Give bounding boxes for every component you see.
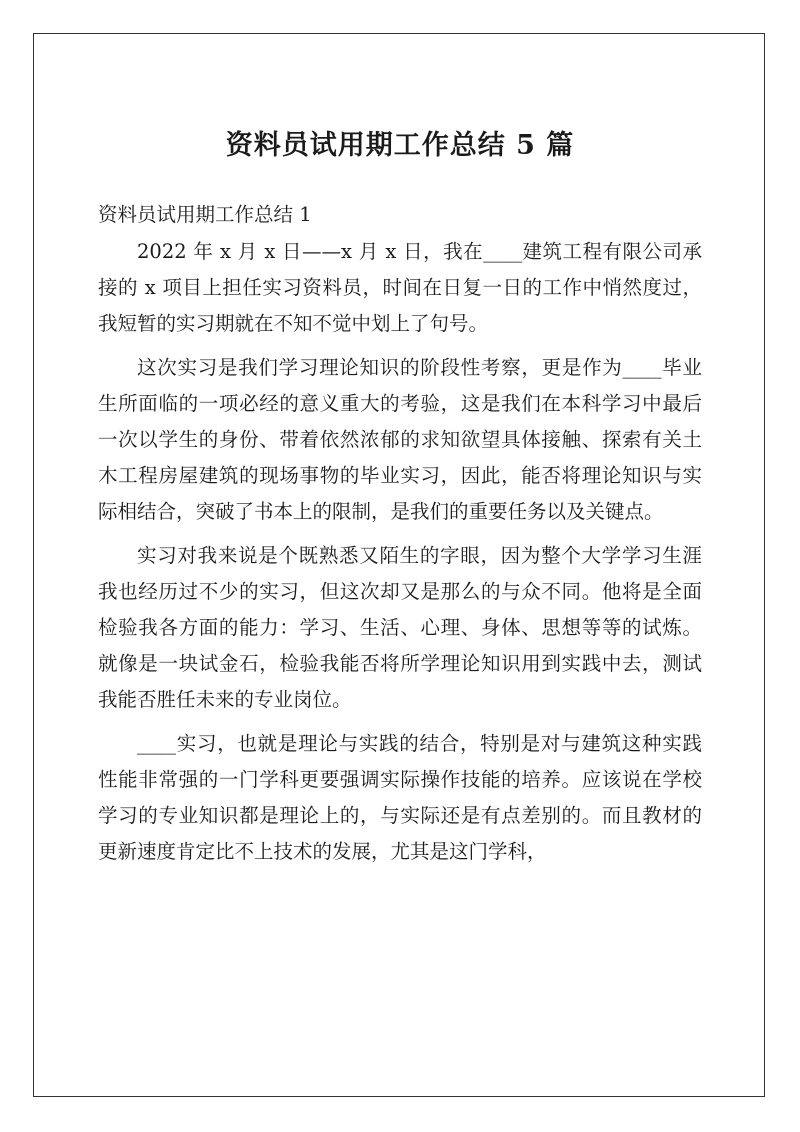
document-title: 资料员试用期工作总结 5 篇 [225, 130, 575, 161]
paragraph-4: ____实习，也就是理论与实践的结合，特别是对与建筑这种实践性能非常强的一门学科更要强调实际操作技能的培养。应该说在学校学习的专业知识都是理论上的，与实际还是有点差别的。而且教材的更新速度肯定比不上技术的发展，尤其是这门学科， [98, 732, 702, 863]
paragraph-1: 2022 年 x 月 x 日——x 月 x 日，我在____建筑工程有限公司承接的 x 项目上担任实习资料员，时间在日复一日的工作中悄然度过，我短暂的实习期就在不知不觉中划上了句号。 [98, 240, 702, 335]
paragraph-2: 这次实习是我们学习理论知识的阶段性考察，更是作为____毕业生所面临的一项必经的意义重大的考验，这是我们在本科学习中最后一次以学生的身份、带着依然浓郁的求知欲望具体接触、探索有关土木工程房屋建筑的现场事物的毕业实习，因此，能否将理论知识与实际相结合，突破了书本上的限制，是我们的重要任务以及关键点。 [98, 356, 702, 523]
section-heading: 资料员试用期工作总结 1 [98, 203, 312, 226]
document-body [98, 196, 702, 878]
paragraph-3: 实习对我来说是个既熟悉又陌生的字眼，因为整个大学学习生涯我也经历过不少的实习，但这次却又是那么的与众不同。他将是全面检验我各方面的能力：学习、生活、心理、身体、思想等等的试炼。就像是一块试金石，检验我能否将所学理论知识用到实践中去，测试我能否胜任未来的专业岗位。 [98, 544, 702, 711]
